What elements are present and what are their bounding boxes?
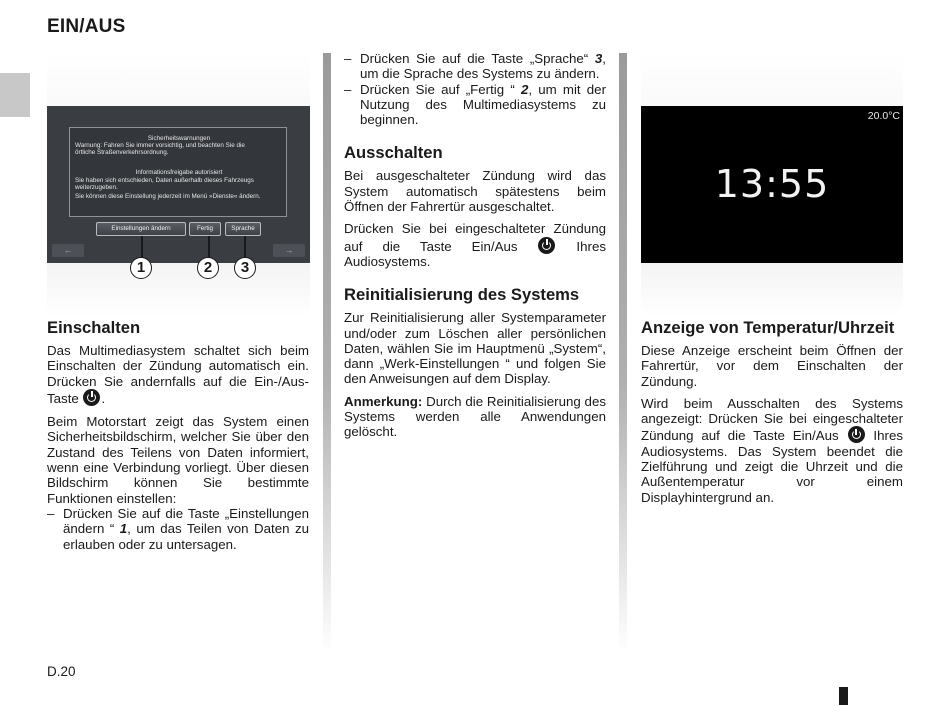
change-settings-button: Einstellungen ändern: [96, 222, 186, 236]
list-item-done-text: [360, 82, 606, 128]
paragraph-end-period: .: [101, 390, 106, 406]
list-item-settings-text: [63, 506, 309, 552]
column-divider-right: [619, 53, 627, 653]
callout-1: 1: [130, 257, 152, 279]
figure-clock-screen: [641, 106, 903, 263]
security-warnings-title: Sicherheitswarnungen: [147, 135, 211, 142]
paragraph-power-button-b: Ihres Audiosystems.: [344, 238, 606, 269]
list-item-language: [344, 51, 606, 82]
paragraph-switch-on: [47, 343, 309, 406]
page-number: D.20: [47, 664, 76, 679]
done-button: Fertig: [189, 222, 221, 236]
callout-line-1: [141, 236, 143, 258]
callout-line-3: [244, 236, 246, 258]
callout-3: 3: [234, 257, 256, 279]
column-switch-on: [47, 318, 309, 552]
dash-mark: –: [344, 51, 352, 66]
list-item-language-b: , um die Sprache des Systems zu ändern.: [360, 51, 606, 82]
clock-time: 13:55: [714, 162, 830, 206]
security-dialog-panel: [69, 127, 287, 217]
callout-line-2: [208, 236, 210, 258]
paragraph-note: [344, 394, 606, 440]
list-item-done-a: Drücken Sie auf „Fertig “: [360, 81, 515, 97]
column-temperature-time: [641, 318, 903, 505]
warning-line-2: örtliche Straßenverkehrsordnung.: [75, 149, 169, 156]
heading-switch-on: Einschalten: [47, 318, 141, 337]
list-item-done: [344, 82, 606, 128]
callout-ref-1: 1: [119, 521, 128, 537]
note-text: Durch die Reinitialisierung des Systems werden alle Anwendungen gelöscht.: [344, 393, 606, 440]
language-button: Sprache: [225, 222, 261, 236]
paragraph-display-shown: [641, 396, 903, 505]
note-label: Anmerkung:: [344, 393, 423, 409]
paragraph-security-screen: Beim Motorstart zeigt das System einen Sicherheitsbildschirm, welcher Sie über den Zustand des Teilens von Daten informiert, wenn eine Verbindung vorliegt. Über diesen Bildschirm können Sie bestimmte Funktionen einstellen:: [47, 414, 309, 506]
figure-security-screen: [47, 106, 310, 263]
list-item-settings-a: Drücken Sie auf die Taste „Einstellungen ändern “: [63, 505, 309, 537]
forward-arrow-icon: →: [273, 244, 305, 257]
list-item-done-b: , um mit der Nutzung des Multimediasystems zu beginnen.: [360, 81, 606, 128]
dash-mark: –: [47, 505, 55, 521]
list-item-settings-b: , um das Teilen von Daten zu erlauben oder zu untersagen.: [63, 521, 309, 552]
outside-temperature: 20.0°C: [867, 110, 900, 122]
power-icon: [83, 389, 100, 406]
paragraph-display-appears: Diese Anzeige erscheint beim Öffnen der Fahrertür, vor dem Einschalten der Zündung.: [641, 343, 903, 389]
paragraph-switch-on-text: Das Multimediasystem schaltet sich beim Einschalten der Zündung automatisch ein. Drücken Sie andernfalls auf die Ein-/Aus-Taste: [47, 343, 309, 406]
sharing-line-1: Sie haben sich entschieden, Daten außerhalb dieses Fahrzeugs: [75, 177, 254, 184]
column-divider-left: [323, 53, 331, 653]
paragraph-power-button: [344, 221, 606, 269]
column-switch-off: [344, 51, 606, 440]
callout-ref-3: 3: [594, 51, 603, 66]
list-item-language-a: Drücken Sie auf die Taste „Sprache“: [360, 51, 589, 66]
paragraph-display-shown-b: Ihres Audiosystems. Das System beendet die Zielführung und zeigt die Uhrzeit und die Außentemperatur vor einem Displayhintergrund an.: [641, 428, 903, 505]
page-title: EIN/AUS: [47, 16, 126, 37]
sharing-line-3: Sie können diese Einstellung jederzeit im Menü »Dienste« ändern.: [75, 193, 261, 200]
list-item-settings: [47, 506, 309, 552]
callout-ref-2: 2: [520, 81, 529, 97]
power-icon: [538, 237, 555, 254]
power-icon: [848, 426, 865, 443]
back-arrow-icon: ←: [52, 244, 84, 257]
paragraph-display-shown-a: Wird beim Ausschalten des Systems angezeigt: Drücken Sie bei eingeschalteter Zündung auf die Taste Ein/Aus: [641, 395, 903, 444]
data-sharing-title: Informationsfreigabe autorisiert: [135, 169, 223, 176]
callout-2: 2: [197, 257, 219, 279]
heading-temperature-time: Anzeige von Temperatur/Uhrzeit: [641, 318, 895, 337]
dash-mark: –: [344, 81, 352, 97]
paragraph-switch-off: Bei ausgeschalteter Zündung wird das System automatisch spätestens beim Öffnen der Fahrertür ausgeschaltet.: [344, 168, 606, 215]
warning-line-1: Warnung: Fahren Sie immer vorsichtig, und beachten Sie die: [75, 142, 245, 149]
page-corner-mark: [839, 687, 848, 705]
paragraph-reset: Zur Reinitialisierung aller Systemparameter und/oder zum Löschen aller persönlichen Daten, wählen Sie im Hauptmenü „System“, dann „Werk-Einstellungen “ und folgen Sie den Anweisungen auf dem Display.: [344, 310, 606, 387]
list-item-language-text: [360, 51, 606, 82]
section-tab: [0, 73, 30, 117]
heading-switch-off: Ausschalten: [344, 143, 443, 163]
heading-reset: Reinitialisierung des Systems: [344, 285, 580, 305]
paragraph-power-button-a: Drücken Sie bei eingeschalteter Zündung auf die Taste Ein/Aus: [344, 221, 606, 254]
sharing-line-2: weiterzugeben.: [75, 184, 118, 191]
